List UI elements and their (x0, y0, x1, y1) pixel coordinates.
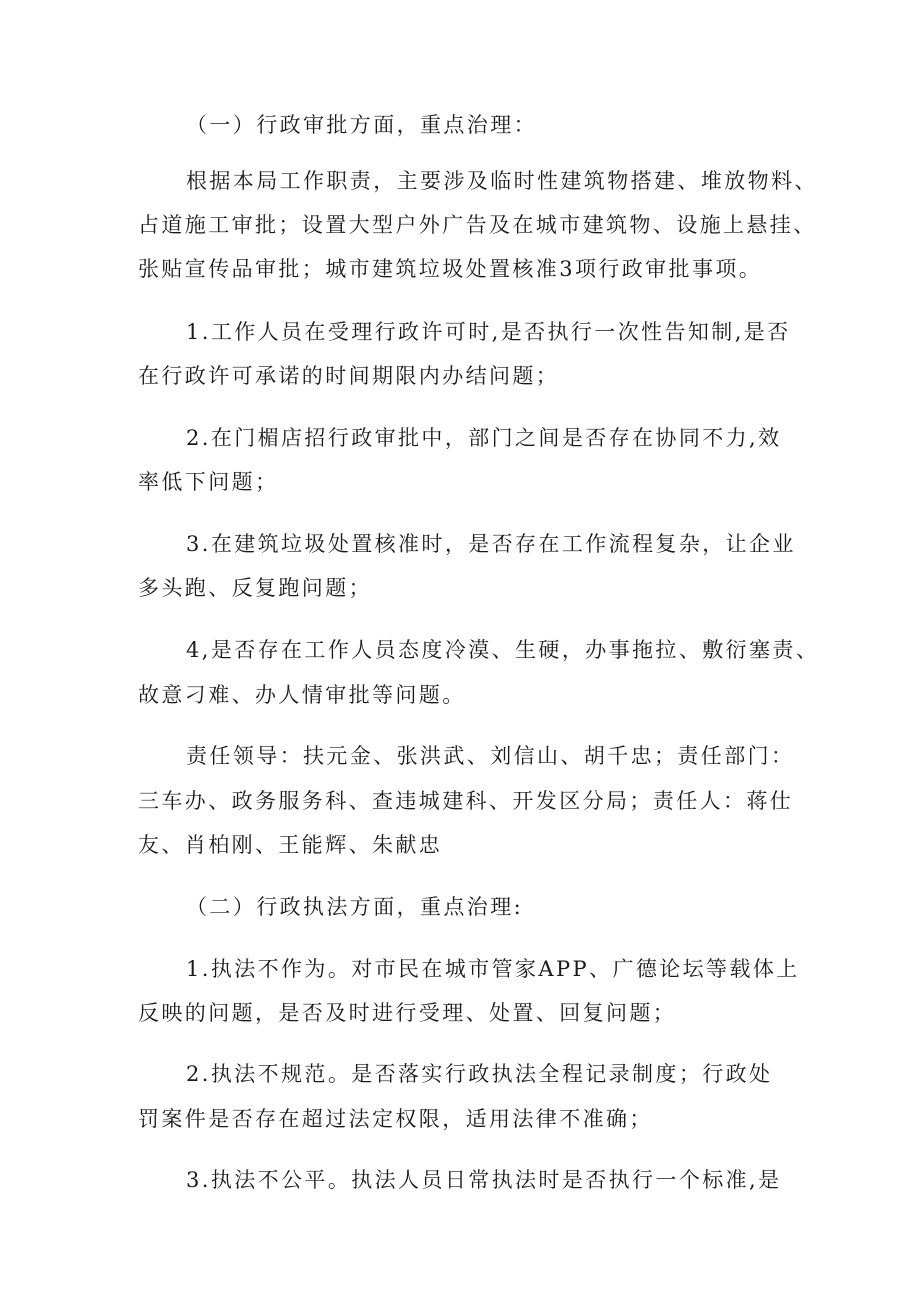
list-item-2-line: 率低下问题； (138, 470, 279, 494)
list-item-3-line: 多头跑、反复跑问题； (138, 576, 372, 600)
responsibility-line: 三车办、政务服务科、查违城建科、开发区分局；责任人：蒋仕 (138, 789, 794, 813)
enforcement-item-1-line: 反映的问题，是否及时进行受理、处置、回复问题； (138, 1001, 677, 1025)
section-heading-administrative-approval: （一）行政审批方面，重点治理： (186, 113, 537, 137)
enforcement-item-3-line: 3.执法不公平。执法人员日常执法时是否执行一个标准,是 (186, 1168, 782, 1192)
enforcement-item-2-line: 2.执法不规范。是否落实行政执法全程记录制度；行政处 (186, 1062, 773, 1086)
list-item-3-line: 3.在建筑垃圾处置核准时，是否存在工作流程复杂，让企业 (186, 532, 796, 556)
section-heading-administrative-enforcement: （二）行政执法方面，重点治理: (186, 895, 524, 919)
list-item-1-line: 1.工作人员在受理行政许可时,是否执行一次性告知制,是否 (186, 320, 791, 344)
list-item-4-line: 故意刁难、办人情审批等问题。 (138, 683, 466, 707)
list-item-1-line: 在行政许可承诺的时间期限内办结问题； (138, 364, 560, 388)
responsibility-line: 责任领导：扶元金、张洪武、刘信山、胡千忠；责任部门： (186, 744, 795, 768)
list-item-2-line: 2.在门楣店招行政审批中，部门之间是否存在协同不力,效 (186, 426, 782, 450)
enforcement-item-2-line: 罚案件是否存在超过法定权限，适用法律不准确； (138, 1107, 653, 1131)
responsibility-line: 友、肖柏刚、王能辉、朱献忠 (138, 833, 443, 857)
list-item-4-line: 4,是否存在工作人员态度冷漠、生硬，办事拖拉、敷衍塞责、 (186, 638, 820, 662)
paragraph-line: 张贴宣传品审批；城市建筑垃圾处置核准3项行政审批事项。 (138, 257, 763, 281)
paragraph-line: 占道施工审批；设置大型户外广告及在城市建筑物、设施上悬挂、 (138, 213, 817, 237)
enforcement-item-1-line: 1.执法不作为。对市民在城市管家APP、广德论坛等载体上 (186, 957, 800, 981)
paragraph-line: 根据本局工作职责，主要涉及临时性建筑物搭建、堆放物料、 (186, 169, 818, 193)
